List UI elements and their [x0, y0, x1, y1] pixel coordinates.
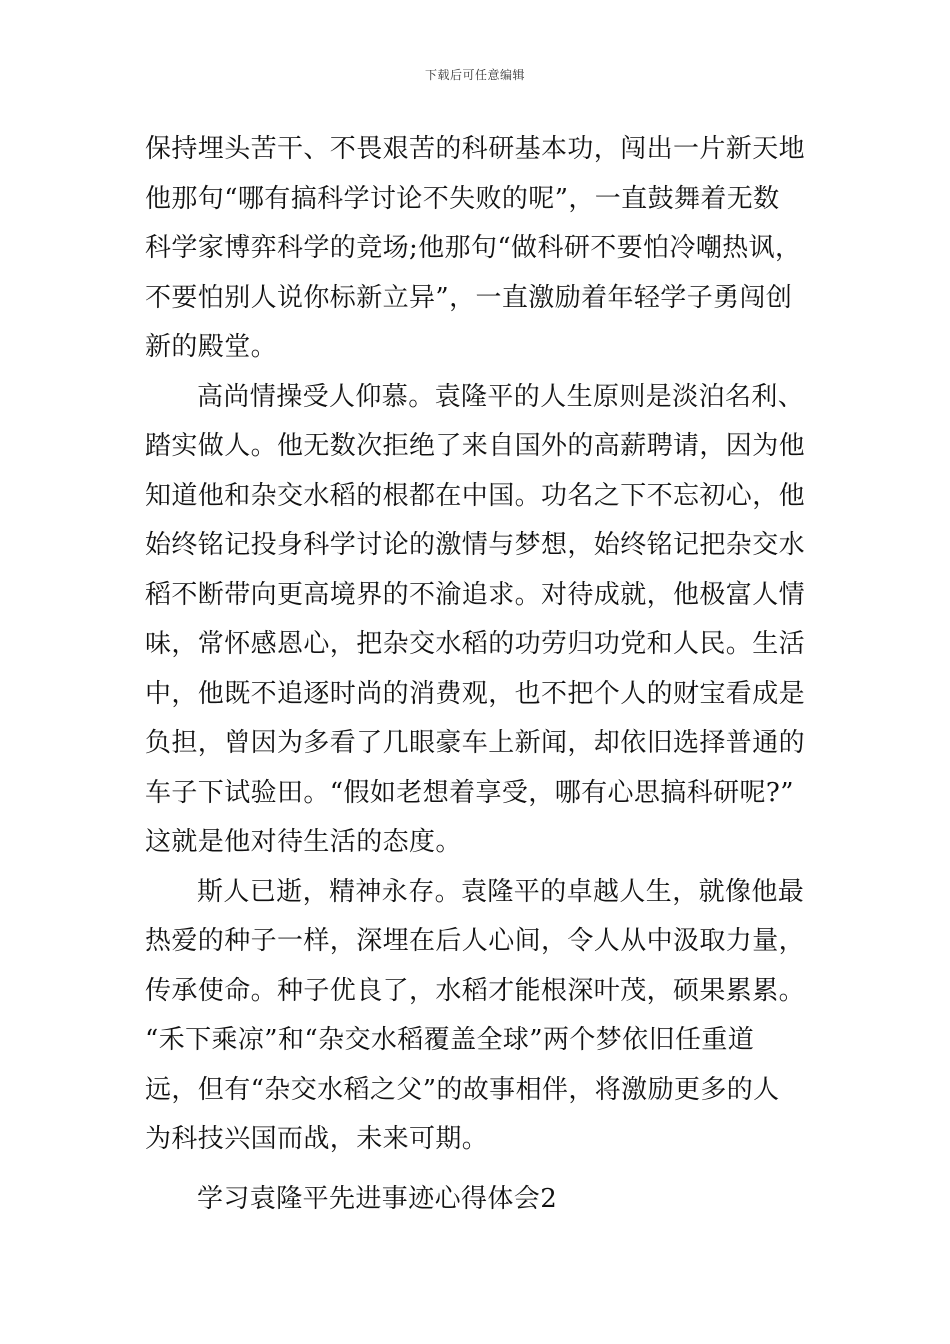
text-line: 传承使命。种子优良了，水稻才能根深叶茂，硕果累累。: [145, 975, 806, 1006]
text-line: 不要怕别人说你标新立异”，一直激励着年轻学子勇闯创: [145, 282, 793, 313]
text-line: 始终铭记投身科学讨论的激情与梦想，始终铭记把杂交水: [145, 530, 806, 560]
text-line: 稻不断带向更高境界的不渝追求。对待成就，他极富人情: [145, 579, 806, 610]
paragraph-first-line: 斯人已逝，精神永存。袁隆平的卓越人生，就像他最: [197, 876, 805, 907]
text-line: 车子下试验田。“假如老想着享受，哪有心思搞科研呢?”: [145, 777, 794, 808]
text-line: 味，常怀感恩心，把杂交水稻的功劳归功党和人民。生活: [145, 629, 806, 659]
text-line: 负担，曾因为多看了几眼豪车上新闻，却依旧选择普通的: [145, 728, 806, 758]
text-line: 保持埋头苦干、不畏艰苦的科研基本功，闯出一片新天地: [145, 134, 806, 164]
text-line: 这就是他对待生活的态度。: [145, 827, 462, 857]
text-line: 为科技兴国而战，未来可期。: [145, 1124, 489, 1154]
page-header-note: 下载后可任意编辑: [424, 68, 525, 82]
document-body: [145, 125, 810, 1224]
text-line: 远，但有“杂交水稻之父”的故事相伴，将激励更多的人: [145, 1074, 780, 1105]
text-line: 知道他和杂交水稻的根都在中国。功名之下不忘初心，他: [145, 480, 806, 511]
text-line: 中，他既不追逐时尚的消费观，也不把个人的财宝看成是: [145, 678, 806, 709]
text-line: 他那句“哪有搞科学讨论不失败的呢”，一直鼓舞着无数: [145, 183, 780, 214]
text-line: 新的殿堂。: [145, 332, 278, 362]
paragraph-first-line: 高尚情操受人仰慕。袁隆平的人生原则是淡泊名利、: [197, 381, 805, 412]
text-line: 踏实做人。他无数次拒绝了来自国外的高薪聘请，因为他: [145, 431, 806, 461]
text-line: 热爱的种子一样，深埋在后人心间，令人从中汲取力量，: [145, 926, 806, 956]
text-line: 科学家博弈科学的竞场;他那句“做科研不要怕冷嘲热讽，: [145, 233, 802, 263]
section-heading: 学习袁隆平先进事迹心得体会2: [197, 1183, 558, 1214]
text-line: “禾下乘凉”和“杂交水稻覆盖全球”两个梦依旧任重道: [145, 1025, 755, 1055]
